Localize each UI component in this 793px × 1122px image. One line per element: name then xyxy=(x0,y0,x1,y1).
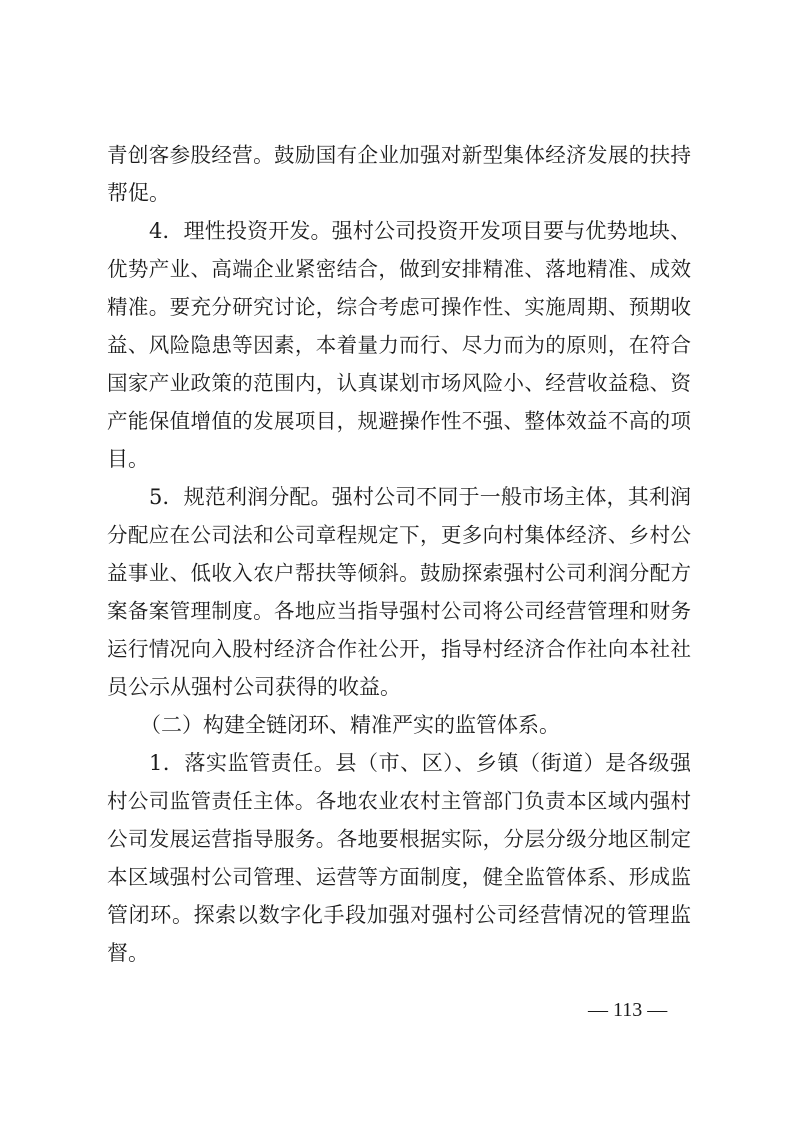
text-line: 1．落实监管责任。县（市、区）、乡镇（街道）是各级强 xyxy=(149,751,691,775)
text-line: 运行情况向入股村经济合作社公开，指导村经济合作社向本社社 xyxy=(107,637,691,661)
text-line: 5．规范利润分配。强村公司不同于一般市场主体，其利润 xyxy=(149,485,691,509)
text-line: 本区域强村公司管理、运营等方面制度，健全监管体系、形成监 xyxy=(107,865,691,889)
text-line: 管闭环。探索以数字化手段加强对强村公司经营情况的管理监 xyxy=(107,903,691,927)
page-number: — 113 — xyxy=(588,999,668,1021)
text-line: 目。 xyxy=(107,447,149,471)
text-line: 精准。要充分研究讨论，综合考虑可操作性、实施周期、预期收 xyxy=(107,295,691,319)
text-line: 公司发展运营指导服务。各地要根据实际，分层分级分地区制定 xyxy=(107,827,691,851)
text-line: 青创客参股经营。鼓励国有企业加强对新型集体经济发展的扶持 xyxy=(107,143,691,167)
text-line: 4．理性投资开发。强村公司投资开发项目要与优势地块、 xyxy=(149,219,691,243)
section-heading: （二）构建全链闭环、精准严实的监管体系。 xyxy=(140,713,560,737)
text-line: 益事业、低收入农户帮扶等倾斜。鼓励探索强村公司利润分配方 xyxy=(107,561,691,585)
text-line: 员公示从强村公司获得的收益。 xyxy=(107,675,401,699)
text-line: 优势产业、高端企业紧密结合，做到安排精准、落地精准、成效 xyxy=(107,257,691,281)
text-line: 分配应在公司法和公司章程规定下，更多向村集体经济、乡村公 xyxy=(107,523,691,547)
text-line: 督。 xyxy=(107,941,149,965)
text-line: 产能保值增值的发展项目，规避操作性不强、整体效益不高的项 xyxy=(107,409,691,433)
text-line: 村公司监管责任主体。各地农业农村主管部门负责本区域内强村 xyxy=(107,789,691,813)
text-line: 案备案管理制度。各地应当指导强村公司将公司经营管理和财务 xyxy=(107,599,691,623)
text-line: 益、风险隐患等因素，本着量力而行、尽力而为的原则，在符合 xyxy=(107,333,691,357)
text-line: 帮促。 xyxy=(107,181,170,205)
text-line: 国家产业政策的范围内，认真谋划市场风险小、经营收益稳、资 xyxy=(107,371,691,395)
